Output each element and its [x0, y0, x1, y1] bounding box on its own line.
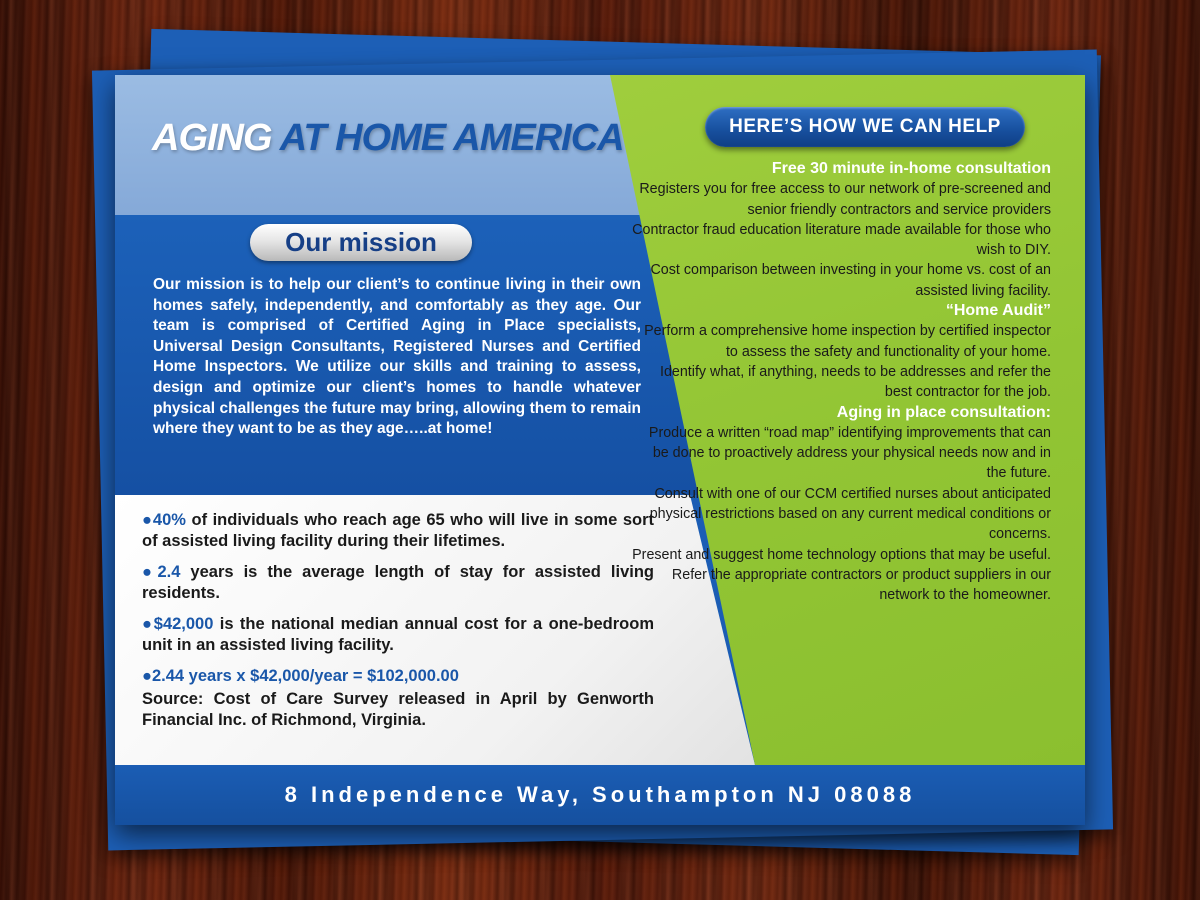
bullet-icon: ● [142, 615, 154, 633]
calculation-text: 2.44 years x $42,000/year = $102,000.00 [151, 667, 459, 685]
address-text: 8 Independence Way, Southampton NJ 08088 [284, 782, 916, 807]
stat-highlight: 2.4 [157, 563, 181, 581]
brand-word-aging: AGING [152, 117, 272, 159]
brand-title [152, 117, 624, 160]
stat-text: of individuals who reach age 65 who will live in some sort of assisted living facility during their lifetimes. [142, 511, 654, 550]
help-item: Present and suggest home technology options that may be useful. [632, 546, 1051, 563]
stat-text: years is the average length of stay for assisted living residents. [142, 563, 655, 602]
stat-item [142, 614, 654, 656]
help-item: Produce a written “road map” identifying improvements that can be done to proactively address your physical needs now and in the future. [648, 424, 1051, 482]
bullet-icon: ● [142, 563, 158, 581]
source-citation: Source: Cost of Care Survey released in April by Genworth Financial Inc. of Richmond, Virginia. [142, 690, 654, 729]
address-band [115, 765, 1085, 825]
help-item: Perform a comprehensive home inspection by certified inspector to assess the safety and functionality of your home. [644, 323, 1051, 360]
help-section-heading: Aging in place consultation: [836, 403, 1051, 421]
help-item: Cost comparison between investing in your home vs. cost of an assisted living facility. [650, 262, 1051, 299]
stat-text: is the national median annual cost for a one-bedroom unit in an assisted living facility. [142, 615, 654, 654]
mission-heading: Our mission [250, 224, 472, 261]
help-list [631, 159, 1051, 606]
help-heading: HERE’S HOW WE CAN HELP [705, 107, 1025, 147]
help-item: Contractor fraud education literature made available for those who wish to DIY. [632, 221, 1051, 259]
bullet-icon: ● [142, 511, 153, 529]
mission-body: Our mission is to help our client’s to continue living in their own homes safely, independently, and comfortably as they age. Our team is comprised of Certified Aging in Place specialists, Universal Design Consultants, Registered Nurses and Certified Home Inspectors. We utilize our skills and training to assess, design and optimize our client’s homes to handle whatever physical challenges the future may bring, allowing them to remain where they want to be as they age…..at home! [153, 276, 641, 438]
help-item: Registers you for free access to our network of pre-screened and senior friendly contractors and service providers [639, 181, 1051, 218]
help-item: Refer the appropriate contractors or product suppliers in our network to the homeowner. [671, 566, 1051, 604]
stats-list [142, 510, 654, 731]
stat-highlight: 40% [152, 511, 186, 529]
stat-item [142, 562, 654, 604]
stat-item [142, 510, 654, 552]
brand-word-at-home-america: AT HOME AMERICA [279, 117, 624, 159]
stat-highlight: $42,000 [153, 615, 214, 633]
flyer [115, 75, 1085, 825]
help-section-heading: “Home Audit” [945, 302, 1051, 320]
help-section-heading: Free 30 minute in-home consultation [771, 160, 1051, 177]
help-item: Consult with one of our CCM certified nurses about anticipated physical restrictions based on any current medical conditions or concerns. [649, 485, 1051, 543]
bullet-icon: ● [142, 667, 152, 685]
help-item: Identify what, if anything, needs to be addresses and refer the best contractor for the job. [659, 363, 1051, 401]
cost-calculation [142, 666, 654, 687]
